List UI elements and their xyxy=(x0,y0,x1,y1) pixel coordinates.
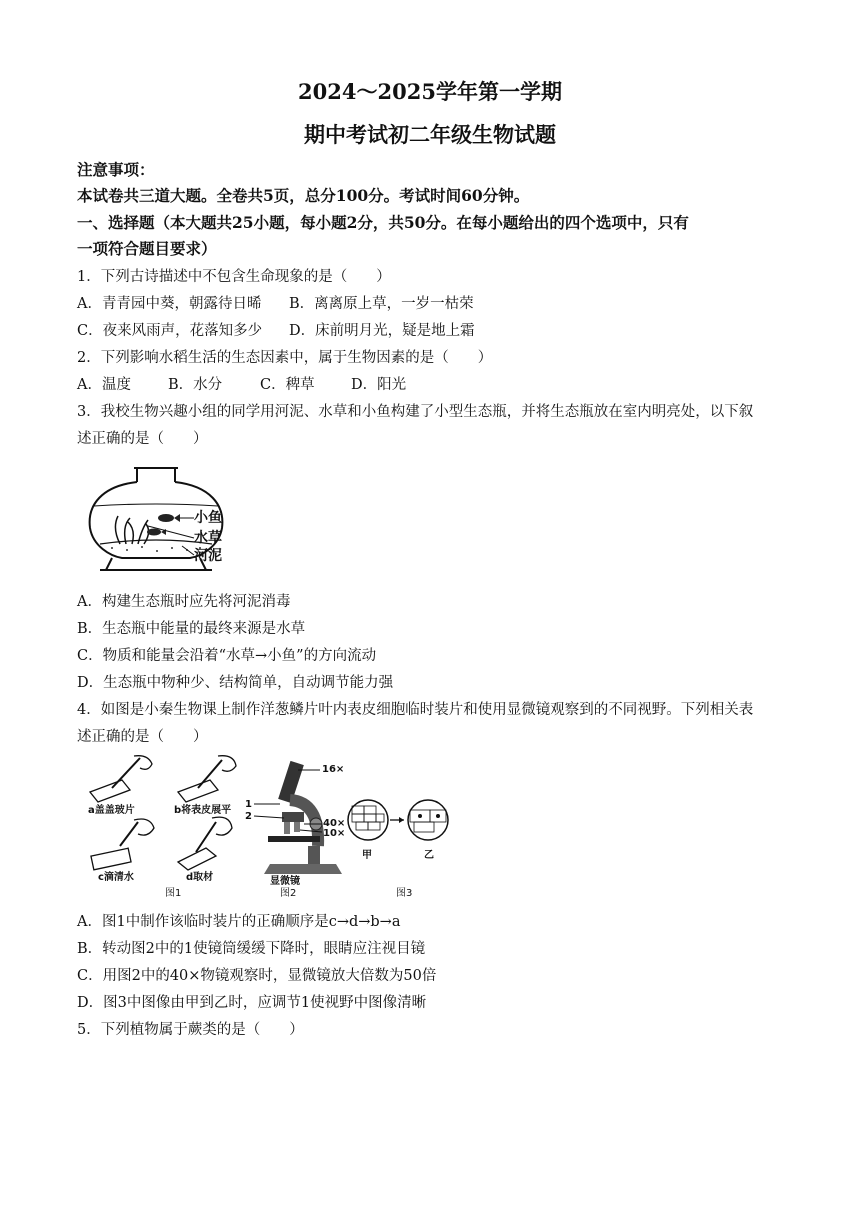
fig1-step-c: c滴清水 xyxy=(98,872,134,883)
q1-option-b: B．离离原上草，一岁一枯荣 xyxy=(289,296,474,312)
q1-option-c: C．夜来风雨声，花落知多少 xyxy=(77,323,263,339)
q5-stem: 5．下列植物属于蕨类的是（ ） xyxy=(77,1022,304,1038)
q4-option-d: D．图3中图像由甲到乙时，应调节1使视野中图像清晰 xyxy=(77,995,427,1011)
exam-title-subject: 期中考试初二年级生物试题 xyxy=(304,122,556,147)
q3-option-a: A．构建生态瓶时应先将河泥消毒 xyxy=(77,594,291,610)
q4-stem-line2: 述正确的是（ ） xyxy=(77,729,208,745)
q2-stem: 2．下列影响水稻生活的生态因素中，属于生物因素的是（ ） xyxy=(77,350,493,366)
part-2-label: 2 xyxy=(245,811,252,822)
view-jia-label: 甲 xyxy=(362,850,372,861)
section-heading-line1: 一、选择题（本大题共25小题，每小题2分，共50分。在每小题给出的四个选项中，只有 xyxy=(77,213,689,232)
q3-option-d: D．生态瓶中物种少、结构简单，自动调节能力强 xyxy=(77,675,394,691)
q2-option-b: B．水分 xyxy=(168,377,223,393)
q4-stem-line1: 4．如图是小秦生物课上制作洋葱鳞片叶内表皮细胞临时装片和使用显微镜观察到的不同视野。下列相关表 xyxy=(77,702,754,718)
q1-stem: 1．下列古诗描述中不包含生命现象的是（ ） xyxy=(77,269,391,285)
q4-option-c: C．用图2中的40×物镜观察时，显微镜放大倍数为50倍 xyxy=(77,968,437,984)
objective-10x-label: 10× xyxy=(323,828,346,839)
notice-text: 本试卷共三道大题。全卷共5页，总分100分。考试时间60分钟。 xyxy=(77,186,530,205)
part-1-label: 1 xyxy=(245,799,252,810)
section-heading-line2: 一项符合题目要求） xyxy=(77,239,217,258)
fig1-caption: 图1 xyxy=(165,888,182,899)
fig3-caption: 图3 xyxy=(396,888,413,899)
microscope-label: 显微镜 xyxy=(270,876,300,887)
label-water-plant: 水草 xyxy=(194,530,222,546)
q4-option-b: B．转动图2中的1使镜筒缓缓下降时，眼睛应注视目镜 xyxy=(77,941,426,957)
q2-option-c: C．稗草 xyxy=(260,377,315,393)
q1-option-d: D．床前明月光，疑是地上霜 xyxy=(289,323,475,339)
fig2-caption: 图2 xyxy=(280,888,297,899)
eyepiece-16x-label: 16× xyxy=(322,764,345,775)
label-fish: 小鱼 xyxy=(194,510,222,526)
q3-option-b: B．生态瓶中能量的最终来源是水草 xyxy=(77,621,306,637)
fig1-step-a: a盖盖玻片 xyxy=(88,805,135,816)
q3-stem-line2: 述正确的是（ ） xyxy=(77,431,208,447)
q3-option-c: C．物质和能量会沿着“水草→小鱼”的方向流动 xyxy=(77,648,377,664)
fig1-step-b: b将表皮展平 xyxy=(174,805,232,816)
label-river-mud: 河泥 xyxy=(194,548,222,564)
q4-option-a: A．图1中制作该临时装片的正确顺序是c→d→b→a xyxy=(77,914,401,930)
field-of-view-figure xyxy=(346,796,452,846)
q2-option-d: D．阳光 xyxy=(351,377,407,393)
notice-heading: 注意事项： xyxy=(77,160,155,179)
fig1-step-d: d取材 xyxy=(186,872,214,883)
exam-title-term: 2024～2025学年第一学期 xyxy=(298,79,562,104)
q2-option-a: A．温度 xyxy=(77,377,131,393)
view-yi-label: 乙 xyxy=(424,850,434,861)
q3-stem-line1: 3．我校生物兴趣小组的同学用河泥、水草和小鱼构建了小型生态瓶，并将生态瓶放在室内明亮处，以下叙 xyxy=(77,404,754,420)
q1-option-a: A．青青园中葵，朝露待日晞 xyxy=(77,296,262,312)
objective-40x-label: 40× xyxy=(323,818,346,829)
